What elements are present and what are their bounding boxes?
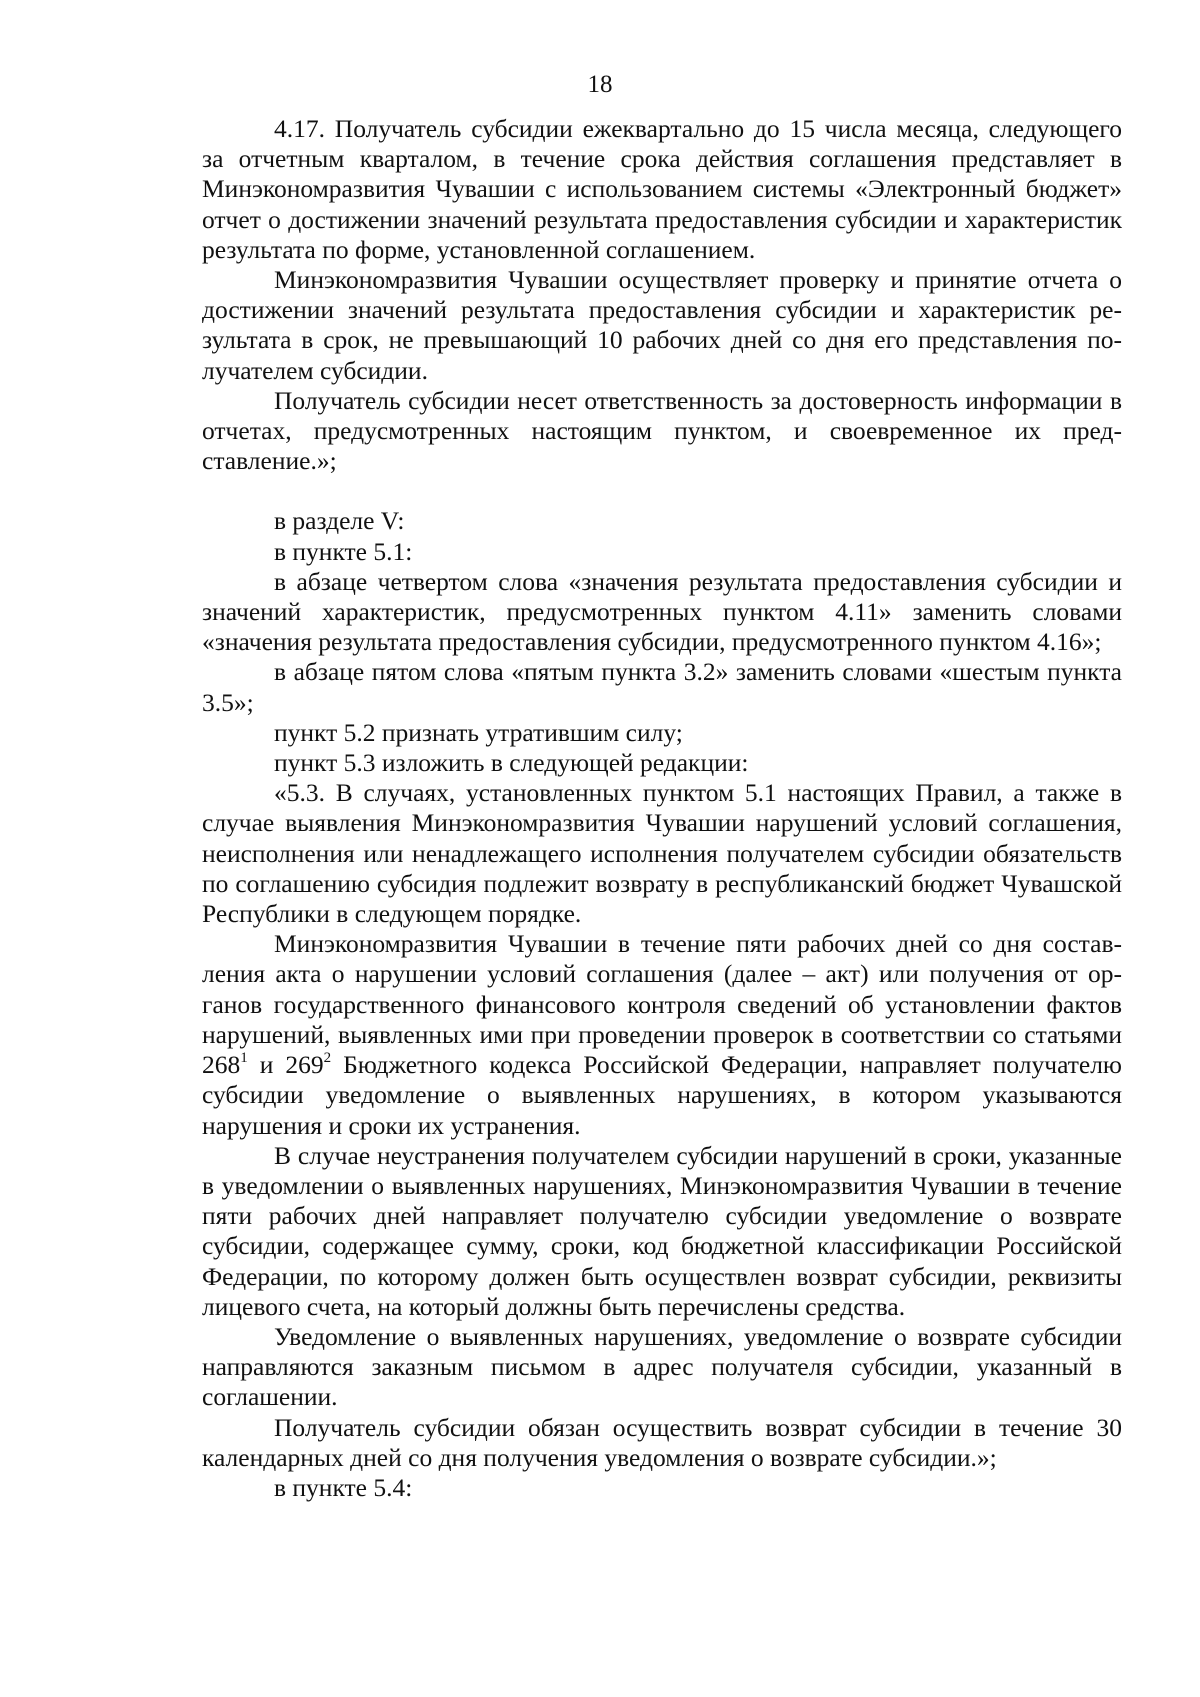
- page-number: 18: [587, 71, 613, 98]
- paragraph-notification: [202, 929, 1122, 1140]
- paragraph-clause-5-3: «5.3. В случаях, установленных пунктом 5.1 настоящих Правил, а также в случае выявления Минэкономразвития Чувашии нарушений условий соглашения, неисполнения или ненадлежащего исполнения получателем субсидии обязательств по соглашению субсидия подлежит возврату в республиканский бюджет Чувашской Республики в следующем порядке.: [202, 778, 1122, 929]
- paragraph-clause-5-3-intro: пункт 5.3 изложить в следующей редакции:: [274, 748, 749, 778]
- notification-text-part-3: Бюджетного кодекса Российской Федерации, направляет получателю субсидии уведомление о выявленных нарушениях, в котором указываются нарушения и сроки их устранения.: [202, 1050, 1122, 1140]
- paragraph-clause-5-2: пункт 5.2 признать утратившим силу;: [274, 717, 683, 747]
- paragraph-4-17: 4.17. Получатель субсидии ежеквартально до 15 числа месяца, следующего за отчетным кварталом, в течение срока действия соглашения представляет в Минэкономразвития Чувашии с использованием системы «Электронный бюджет» отчет о достижении значений результата предоставления субсидии и характеристик результата по форме, установленной соглашением.: [202, 114, 1122, 264]
- paragraph-verification: Минэкономразвития Чувашии осуществляет проверку и принятие отчета о достижении значений результата предоставления субсидии и характеристик результата в срок, не превышающий 10 рабочих дней со дня его представления получателем субсидии.: [202, 265, 1122, 385]
- paragraph-fourth-abzac: в абзаце четвертом слова «значения результата предоставления субсидии и значений характеристик, предусмотренных пунктом 4.11» заменить словами «значения результата предоставления субсидии, предусмотренного пунктом 4.16»;: [202, 566, 1122, 657]
- paragraph-clause-5-4: в пункте 5.4:: [274, 1472, 413, 1502]
- paragraph-non-elimination: В случае неустранения получателем субсидии нарушений в сроки, указанные в уведомлении о выявленных нарушениях, Минэкономразвития Чувашии в течение пяти рабочих дней направляет получателю субсидии уведомление о возврате субсидии, содержащее сумму, сроки, код бюджетной классификации Российской Федерации, по которому должен быть осуществлен возврат субсидии, реквизиты лицевого счета, на который должны быть перечислены средства.: [202, 1140, 1122, 1321]
- paragraph-fifth-abzac: в абзаце пятом слова «пятым пункта 3.2» заменить словами «шестым пункта 3.5»;: [202, 657, 1122, 717]
- paragraph-registered-letter: Уведомление о выявленных нарушениях, уведомление о возврате субсидии направляются заказным письмом в адрес получателя субсидии, указанный в соглашении.: [202, 1321, 1122, 1412]
- footnote-superscript-2: 2: [323, 1049, 332, 1066]
- paragraph-responsibility: Получатель субсидии несет ответственность за достоверность информации в отчетах, предусмотренных настоящим пунктом, и своевременное их представление.»;: [202, 385, 1122, 476]
- paragraph-section-v: в разделе V:: [274, 506, 405, 536]
- notification-text-part-1: Минэкономразвития Чувашии в течение пяти рабочих дней со дня составления акта о нарушении условий соглашения (далее – акт) или получения от органов государственного финансового контроля сведений об установлении фактов нарушений, выявленных ими при проведении проверок в соответствии со статьями 268: [202, 929, 1122, 1080]
- paragraph-return-deadline: Получатель субсидии обязан осуществить возврат субсидии в течение 30 календарных дней со дня получения уведомления о возврате субсидии.»;: [202, 1412, 1122, 1472]
- notification-text-part-2: и 269: [247, 1050, 324, 1080]
- footnote-superscript-1: 1: [240, 1049, 248, 1066]
- document-body: [202, 114, 1122, 1503]
- paragraph-clause-5-1: в пункте 5.1:: [274, 536, 413, 566]
